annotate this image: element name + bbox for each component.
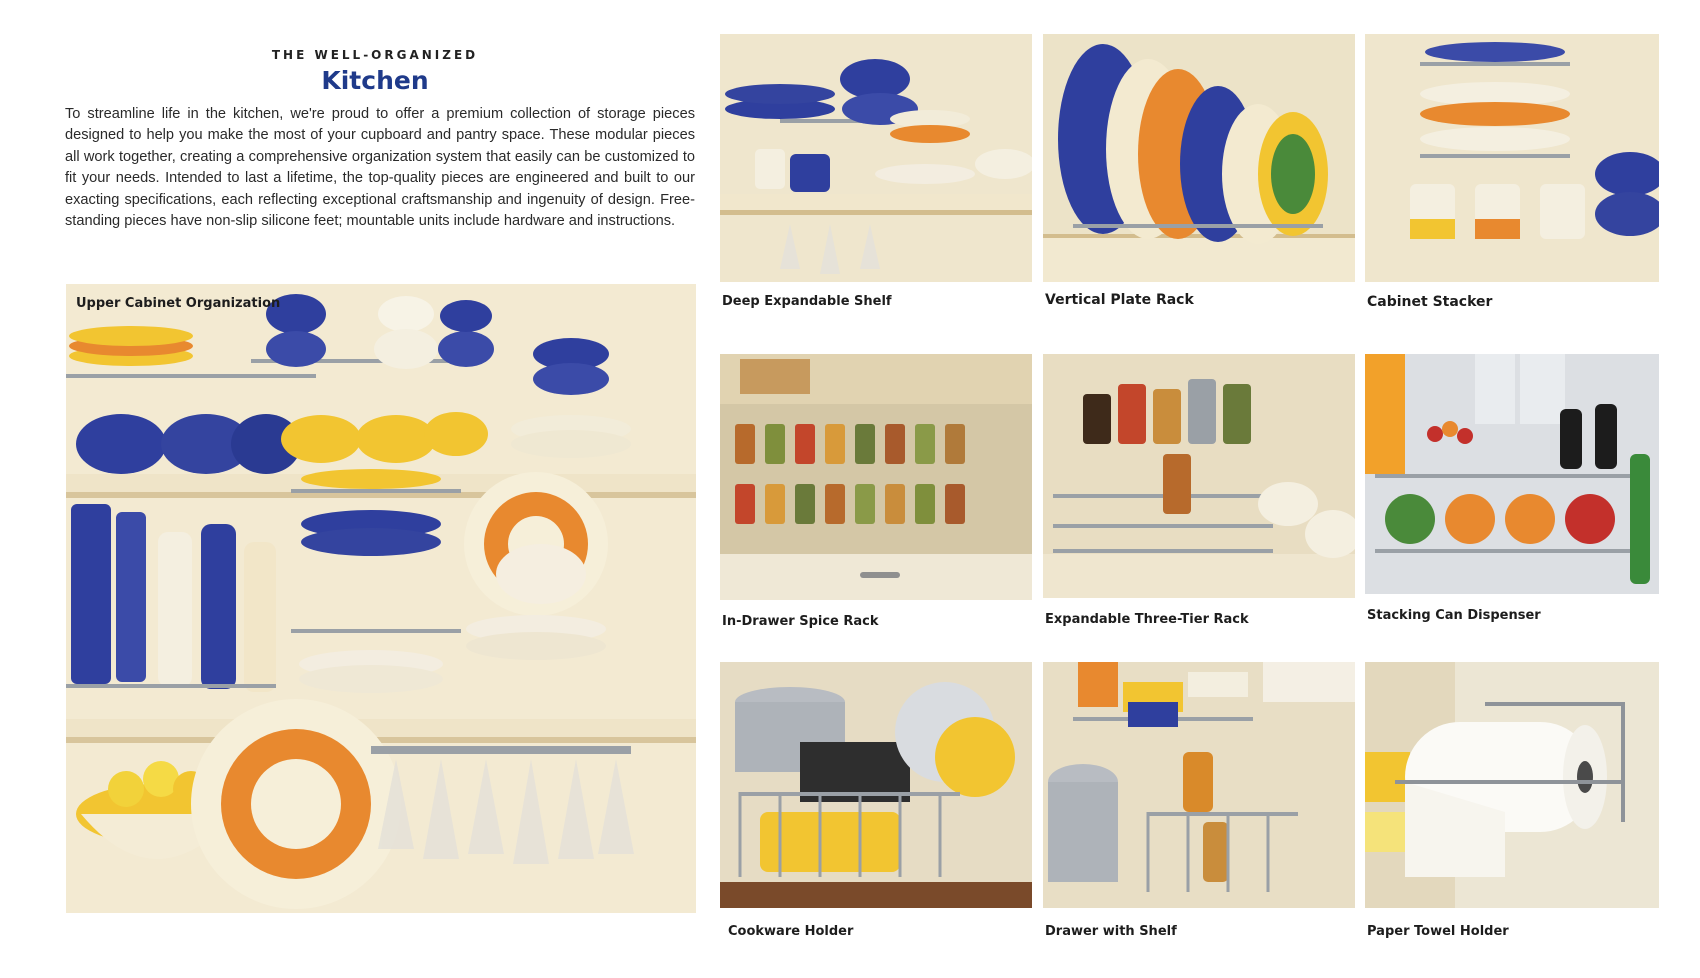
- product-photo-deep-expandable-shelf: [720, 34, 1032, 282]
- caption-expandable-three-tier-rack: Expandable Three-Tier Rack: [1045, 612, 1249, 627]
- product-photo-paper-towel-holder: [1365, 662, 1659, 908]
- page-title: Kitchen: [321, 66, 429, 95]
- caption-cookware-holder: Cookware Holder: [728, 924, 854, 939]
- eyebrow-heading: THE WELL-ORGANIZED: [271, 48, 479, 62]
- caption-stacking-can-dispenser: Stacking Can Dispenser: [1367, 608, 1541, 623]
- upper-cabinet-photo: [66, 284, 696, 913]
- product-photo-cabinet-stacker: [1365, 34, 1659, 282]
- product-photo-cookware-holder: [720, 662, 1032, 908]
- product-photo-stacking-can-dispenser: [1365, 354, 1659, 594]
- caption-cabinet-stacker: Cabinet Stacker: [1367, 294, 1493, 310]
- product-photo-expandable-three-tier-rack: [1043, 354, 1355, 598]
- intro-paragraph: To streamline life in the kitchen, we're proud to offer a premium collection of storage pieces designed to help you make the most of your cupboard and pantry space. These modular pieces all work together, creating a comprehensive organization system that easily can be customized to fit your needs. Intended to last a lifetime, the top-quality pieces are engineered and built to our exacting specifications, each reflecting exceptional craftsmanship and ingenuity of design. Free-standing pieces have non-slip silicone feet; mountable units include hardware and instructions.: [65, 106, 695, 230]
- caption-paper-towel-holder: Paper Towel Holder: [1367, 924, 1509, 939]
- caption-vertical-plate-rack: Vertical Plate Rack: [1045, 292, 1194, 308]
- product-photo-vertical-plate-rack: [1043, 34, 1355, 282]
- caption-deep-expandable-shelf: Deep Expandable Shelf: [722, 294, 892, 309]
- main-photo-label: Upper Cabinet Organization: [76, 296, 281, 311]
- product-photo-drawer-with-shelf: [1043, 662, 1355, 908]
- product-photo-in-drawer-spice-rack: [720, 354, 1032, 600]
- caption-drawer-with-shelf: Drawer with Shelf: [1045, 924, 1177, 939]
- caption-in-drawer-spice-rack: In-Drawer Spice Rack: [722, 614, 879, 629]
